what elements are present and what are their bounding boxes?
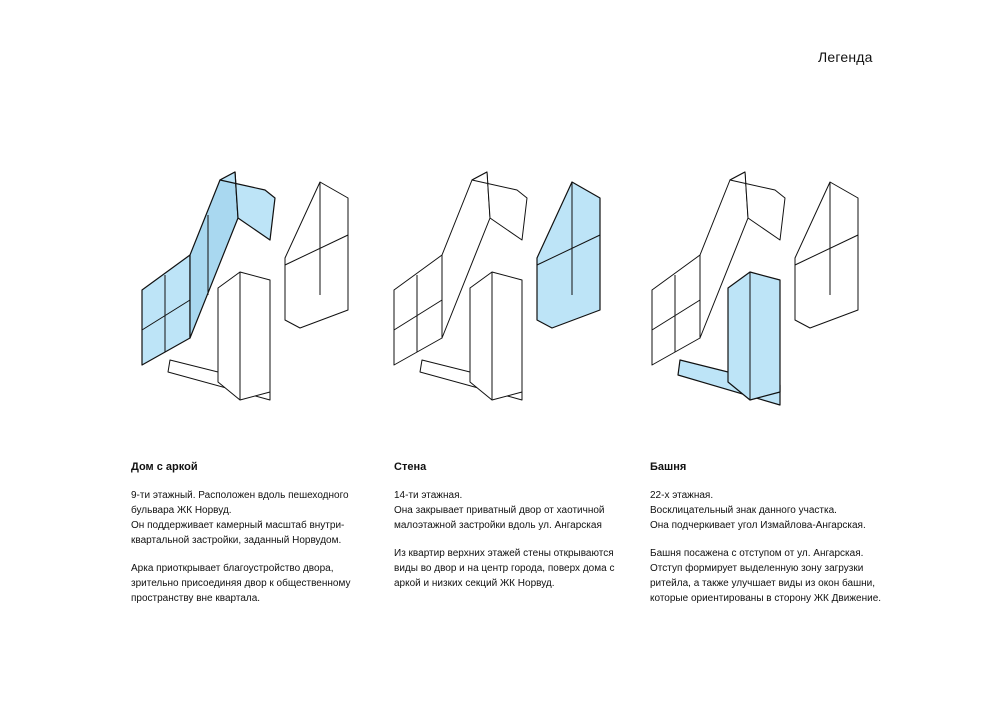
diagram-tower — [630, 160, 890, 420]
text-line: квартальной застройки, заданный Норвудом. — [131, 535, 342, 546]
isometric-massing-tower — [630, 160, 890, 420]
diagram-arch-house — [120, 160, 380, 420]
text-line: Она подчеркивает угол Измайлова-Ангарская. — [650, 520, 866, 531]
diagram-wall — [372, 160, 632, 420]
isometric-massing-wall — [372, 160, 632, 420]
section-wall — [394, 461, 634, 604]
arch-house-front — [142, 255, 190, 365]
isometric-massing-arch-house — [120, 160, 380, 420]
text-line: пространству вне квартала. — [131, 593, 261, 604]
text-line: Из квартир верхних этажей стены открываются — [394, 548, 614, 559]
tower-front — [470, 272, 522, 400]
section-paragraph — [650, 488, 890, 533]
text-line: которые ориентированы в сторону ЖК Движение. — [650, 593, 882, 604]
wall-block — [795, 182, 858, 328]
section-tower — [650, 461, 890, 619]
wall-block — [285, 182, 348, 328]
arch-house-front — [652, 255, 700, 365]
text-line: аркой и низких секций ЖК Норвуд. — [394, 578, 555, 589]
section-paragraph — [131, 488, 371, 548]
section-arch-house — [131, 461, 371, 619]
section-title: Башня — [650, 461, 687, 473]
section-paragraph — [394, 546, 634, 591]
legend-title: Легенда — [818, 49, 873, 65]
section-paragraph — [650, 546, 890, 606]
section-title: Дом с аркой — [131, 461, 198, 473]
tower-front — [218, 272, 270, 400]
text-line: Арка приоткрывает благоустройство двора, — [131, 563, 334, 574]
tower-front — [728, 272, 780, 400]
text-line: Башня посажена с отступом от ул. Ангарская. — [650, 548, 864, 559]
text-line: малоэтажной застройки вдоль ул. Ангарская — [394, 520, 602, 531]
text-line: виды во двор и на центр города, поверх дома с — [394, 563, 615, 574]
text-line: ритейла, а также улучшает виды из окон башни, — [650, 578, 876, 589]
text-line: 14-ти этажная. — [394, 490, 463, 501]
section-title: Стена — [394, 461, 427, 473]
text-line: Отступ формирует выделенную зону загрузки — [650, 563, 864, 574]
text-line: Восклицательный знак данного участка. — [650, 505, 837, 516]
text-line: зрительно присоединяя двор к общественному — [131, 578, 351, 589]
wall-block — [537, 182, 600, 328]
section-paragraph — [394, 488, 634, 533]
section-paragraph — [131, 561, 371, 606]
text-line: 22-х этажная. — [650, 490, 714, 501]
text-line: бульвара ЖК Норвуд. — [131, 505, 232, 516]
text-line: 9-ти этажный. Расположен вдоль пешеходного — [131, 490, 349, 501]
text-line: Она закрывает приватный двор от хаотичной — [394, 505, 605, 516]
text-line: Он поддерживает камерный масштаб внутри- — [131, 520, 345, 531]
arch-house-front — [394, 255, 442, 365]
